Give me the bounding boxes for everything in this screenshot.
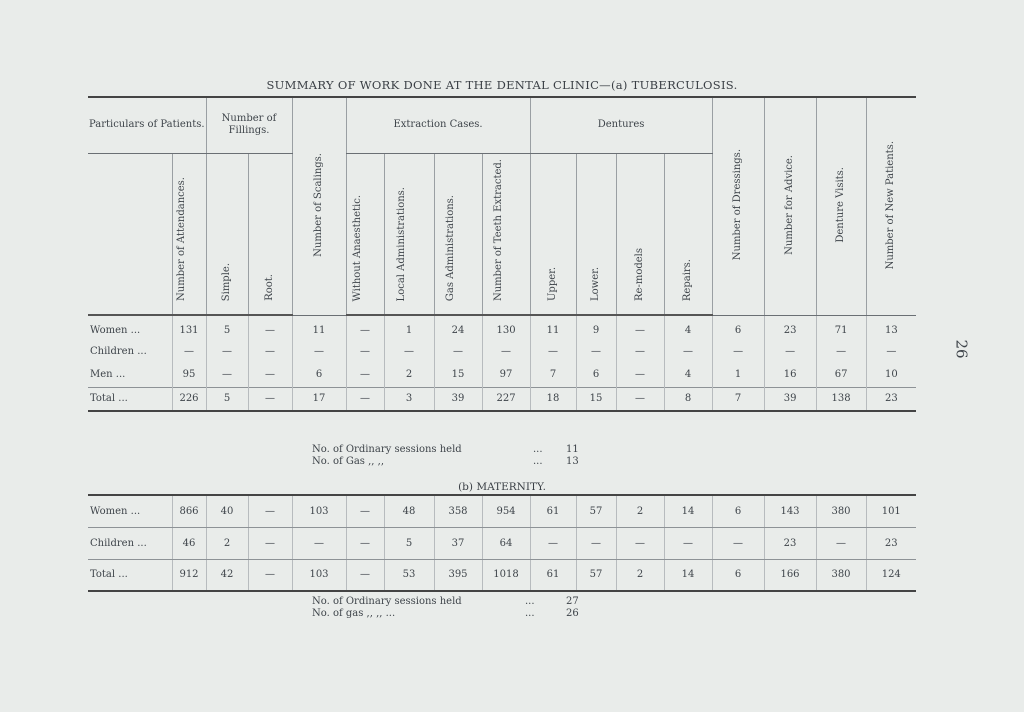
table-cell: 67: [816, 363, 866, 387]
table-cell: —: [664, 527, 712, 559]
table-cell: —: [530, 527, 576, 559]
table-cell: 1: [384, 315, 434, 339]
table-cell: 23: [866, 527, 916, 559]
table-cell: 226: [172, 387, 206, 411]
maternity-sessions-note-label: No. of Ordinary sessions held: [312, 596, 462, 607]
table-cell: —: [248, 363, 292, 387]
dentures-header: Dentures: [530, 97, 712, 153]
table-cell: 131: [172, 315, 206, 339]
table-cell: 2: [616, 559, 664, 591]
table-cell: 954: [482, 495, 530, 527]
maternity-gas-note-value: 26: [566, 608, 579, 619]
table-cell: 2: [384, 363, 434, 387]
table-cell: 57: [576, 559, 616, 591]
table-cell: 95: [172, 363, 206, 387]
table-cell: 11: [530, 315, 576, 339]
sessions-note-value: 11: [566, 444, 579, 455]
attendances-header: Number of Attendances.: [172, 153, 206, 315]
table-cell: 1018: [482, 559, 530, 591]
table-cell: —: [346, 315, 384, 339]
table-cell: —: [346, 387, 384, 411]
gas-sessions-note-label: No. of Gas ,, ,,: [312, 456, 385, 467]
row-label: Women ...: [90, 325, 141, 336]
table-cell: —: [346, 363, 384, 387]
table-cell: 380: [816, 495, 866, 527]
table-cell: 57: [576, 495, 616, 527]
table-cell: —: [292, 527, 346, 559]
table-cell: 39: [764, 387, 816, 411]
table-cell: —: [346, 339, 384, 363]
simple-header: Simple.: [206, 153, 248, 315]
table-cell: —: [206, 363, 248, 387]
table-cell: 2: [616, 495, 664, 527]
gas-sessions-note-dots: ...: [533, 456, 543, 467]
table-cell: 14: [664, 559, 712, 591]
table-row: [88, 527, 916, 559]
particulars-header: Particulars of Patients.: [88, 97, 206, 153]
table-row: [88, 339, 916, 363]
table-cell: 7: [712, 387, 764, 411]
table-cell: 23: [764, 527, 816, 559]
table-cell: 5: [206, 315, 248, 339]
table-cell: 5: [384, 527, 434, 559]
table-cell: 61: [530, 559, 576, 591]
table-cell: —: [816, 527, 866, 559]
remodels-header: Re-models: [616, 153, 664, 315]
table-cell: —: [712, 339, 764, 363]
maternity-gas-note-label: No. of gas ,, ,, ...: [312, 608, 396, 619]
gas-header: Gas Administrations.: [434, 153, 482, 315]
tuberculosis-table: [88, 96, 916, 412]
table-cell: —: [530, 339, 576, 363]
table-cell: 912: [172, 559, 206, 591]
table-cell: 103: [292, 495, 346, 527]
table-cell: 53: [384, 559, 434, 591]
lower-header: Lower.: [576, 153, 616, 315]
table-cell: —: [616, 387, 664, 411]
extraction-header: Extraction Cases.: [346, 97, 530, 153]
dressings-header: Number of Dressings.: [712, 97, 764, 315]
local-header: Local Administrations.: [384, 153, 434, 315]
table-row: [88, 363, 916, 387]
table-cell: 15: [576, 387, 616, 411]
sessions-note-dots: ...: [533, 444, 543, 455]
table-cell: 3: [384, 387, 434, 411]
table-cell: —: [712, 527, 764, 559]
table-cell: 71: [816, 315, 866, 339]
table-cell: —: [346, 559, 384, 591]
table-cell: 24: [434, 315, 482, 339]
scalings-header: Number of Scalings.: [292, 97, 346, 315]
table-cell: 6: [712, 559, 764, 591]
table-cell: —: [248, 339, 292, 363]
table-cell: —: [172, 339, 206, 363]
row-label: Total ...: [88, 387, 172, 411]
table-cell: —: [482, 339, 530, 363]
row-label: Women ...: [88, 495, 172, 527]
table-cell: 143: [764, 495, 816, 527]
table-cell: 48: [384, 495, 434, 527]
maternity-subtitle: (b) MATERNITY.: [458, 481, 546, 493]
label-column-header: [88, 153, 172, 315]
new-patients-header: Number of New Patients.: [866, 97, 916, 315]
table-cell: —: [866, 339, 916, 363]
table-cell: —: [384, 339, 434, 363]
row-label: Men ...: [90, 369, 126, 381]
maternity-sessions-note-value: 27: [566, 596, 579, 607]
table-cell: 15: [434, 363, 482, 387]
without-anaesthetic-header: Without Anaesthetic.: [346, 153, 384, 315]
table-cell: —: [616, 339, 664, 363]
table-cell: —: [248, 387, 292, 411]
table-cell: 2: [206, 527, 248, 559]
table-cell: 103: [292, 559, 346, 591]
maternity-gas-note-dots: ...: [525, 608, 535, 619]
table-cell: 358: [434, 495, 482, 527]
sessions-note-label: No. of Ordinary sessions held: [312, 444, 462, 455]
table-cell: —: [346, 527, 384, 559]
table-cell: —: [816, 339, 866, 363]
total-row: [88, 559, 916, 591]
table-cell: 14: [664, 495, 712, 527]
table-cell: 97: [482, 363, 530, 387]
gas-sessions-note-value: 13: [566, 456, 579, 467]
total-row: [88, 387, 916, 411]
table-cell: 6: [712, 315, 764, 339]
table-cell: 23: [764, 315, 816, 339]
table-cell: —: [346, 495, 384, 527]
table-cell: —: [576, 527, 616, 559]
table-cell: 4: [664, 363, 712, 387]
table-cell: 227: [482, 387, 530, 411]
table-cell: 8: [664, 387, 712, 411]
table-cell: —: [664, 339, 712, 363]
row-label: Children ...: [88, 527, 172, 559]
repairs-header: Repairs.: [664, 153, 712, 315]
table-cell: 11: [292, 315, 346, 339]
table-cell: 866: [172, 495, 206, 527]
table-cell: 42: [206, 559, 248, 591]
table-cell: 6: [576, 363, 616, 387]
table-cell: 101: [866, 495, 916, 527]
root-header: Root.: [248, 153, 292, 315]
table-cell: 380: [816, 559, 866, 591]
table-cell: —: [616, 315, 664, 339]
row-label: Total ...: [88, 559, 172, 591]
table-cell: 16: [764, 363, 816, 387]
table-cell: 17: [292, 387, 346, 411]
table-row: [88, 315, 916, 339]
table-cell: 4: [664, 315, 712, 339]
maternity-table: [88, 494, 916, 592]
table-cell: 138: [816, 387, 866, 411]
table-cell: —: [434, 339, 482, 363]
table-cell: —: [248, 559, 292, 591]
table-cell: 18: [530, 387, 576, 411]
table-cell: 1: [712, 363, 764, 387]
table-cell: 9: [576, 315, 616, 339]
table-cell: —: [248, 527, 292, 559]
table-cell: 64: [482, 527, 530, 559]
table-cell: —: [292, 339, 346, 363]
page-number: 26: [952, 339, 971, 359]
table-cell: 130: [482, 315, 530, 339]
table-cell: —: [248, 495, 292, 527]
table-cell: —: [764, 339, 816, 363]
table-cell: 6: [712, 495, 764, 527]
table-cell: 10: [866, 363, 916, 387]
table-cell: —: [248, 315, 292, 339]
table-cell: 395: [434, 559, 482, 591]
table-cell: 46: [172, 527, 206, 559]
table-cell: —: [616, 527, 664, 559]
advice-header: Number for Advice.: [764, 97, 816, 315]
upper-header: Upper.: [530, 153, 576, 315]
table-cell: 40: [206, 495, 248, 527]
table-cell: 61: [530, 495, 576, 527]
maternity-sessions-note-dots: ...: [525, 596, 535, 607]
teeth-extracted-header: Number of Teeth Extracted.: [482, 153, 530, 315]
table-cell: 124: [866, 559, 916, 591]
row-label: Children ...: [90, 345, 147, 357]
table-cell: 7: [530, 363, 576, 387]
table-cell: 13: [866, 315, 916, 339]
table-cell: —: [206, 339, 248, 363]
fillings-header: Number of Fillings.: [206, 97, 292, 153]
page-title: SUMMARY OF WORK DONE AT THE DENTAL CLINIC—(a) TUBERCULOSIS.: [266, 78, 738, 92]
table-cell: 5: [206, 387, 248, 411]
table-cell: —: [576, 339, 616, 363]
table-cell: 23: [866, 387, 916, 411]
table-cell: 166: [764, 559, 816, 591]
table-cell: 39: [434, 387, 482, 411]
table-cell: 37: [434, 527, 482, 559]
table-cell: 6: [292, 363, 346, 387]
table-cell: —: [616, 363, 664, 387]
denture-visits-header: Denture Visits.: [816, 97, 866, 315]
table-row: [88, 495, 916, 527]
